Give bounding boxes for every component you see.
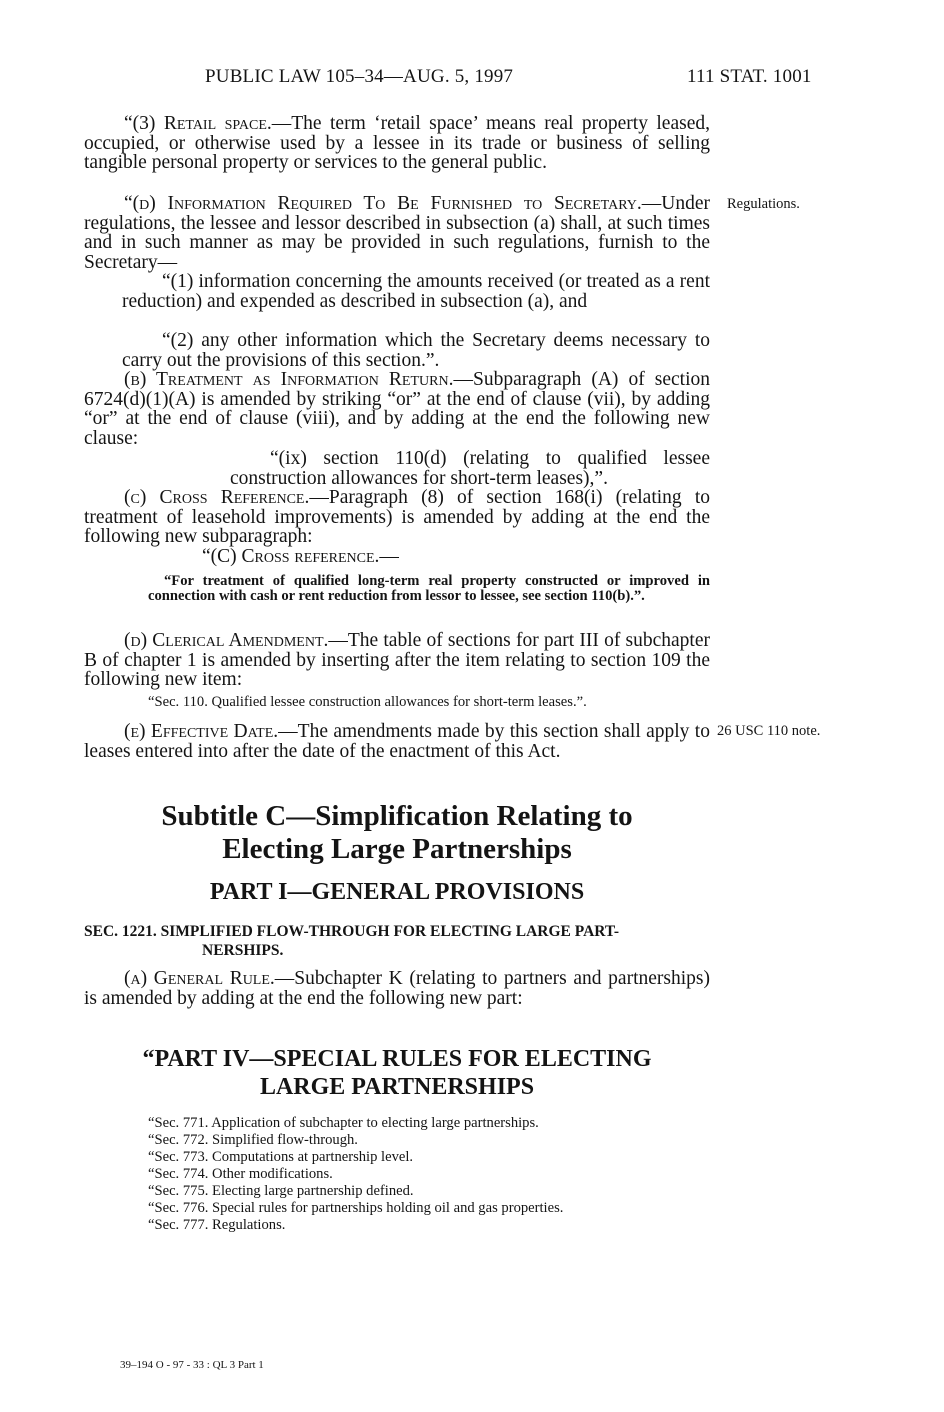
printing-code-footer: 39–194 O - 97 - 33 : QL 3 Part 1 (120, 1359, 264, 1371)
toc-item: “Sec. 777. Regulations. (148, 1217, 286, 1233)
toc-item: “Sec. 775. Electing large partnership defined. (148, 1183, 414, 1199)
toc-item: “Sec. 774. Other modifications. (148, 1166, 333, 1182)
toc-item: “Sec. 772. Simplified flow-through. (148, 1132, 358, 1148)
paragraph-text: —Under regulations, the lessee and lessor described in subsection (a) shall, at such times and in such manner as may be provided in such regulations, furnish to the Secretary— (84, 193, 710, 273)
paragraph-heading: (d) Clerical Amendment. (124, 630, 329, 651)
paragraph-retail-space (84, 114, 710, 173)
paragraph-text: —Subchapter K (relating to partners and partnerships) is amended by adding at the end the following new part: (84, 968, 710, 1009)
clause-1: “(1) information concerning the amounts received (or treated as a rent reduction) and expended as described in subsection (a), and (122, 271, 710, 312)
toc-item: “Sec. 771. Application of subchapter to electing large partnerships. (148, 1115, 539, 1131)
part-iv-heading (84, 1045, 710, 1101)
part-i-heading: PART I—GENERAL PROVISIONS (209, 879, 585, 905)
section-heading-line-2: NERSHIPS. (202, 942, 284, 959)
cross-reference-quote: “For treatment of qualified long-term real property constructed or improved in connection with cash or rent reduction from lessor to lessee, see section 110(b).”. (148, 573, 710, 604)
paragraph-text: —The table of sections for part III of subchapter B of chapter 1 is amended by inserting after the item relating to section 109 the following new item: (84, 630, 710, 691)
subtitle-heading (84, 800, 710, 866)
toc-item: “Sec. 773. Computations at partnership level. (148, 1149, 414, 1165)
paragraph-text: —The amendments made by this section shall apply to leases entered into after the date of the enactment of this Act. (84, 721, 710, 762)
subparagraph-c: “(C) Cross reference.— (202, 546, 399, 567)
paragraph-heading: “(3) Retail space. (124, 113, 272, 134)
margin-note-usc: 26 USC 110 note. (717, 723, 821, 739)
section-heading (84, 922, 710, 960)
subtitle-line-2: Electing Large Partnerships (222, 833, 572, 865)
part-iv-line-1: “PART IV—SPECIAL RULES FOR ELECTING (142, 1046, 652, 1072)
paragraph-effective-date (84, 722, 710, 761)
paragraph-heading: (e) Effective Date. (124, 721, 279, 742)
running-header-left: PUBLIC LAW 105–34—AUG. 5, 1997 (205, 66, 514, 87)
page-number: 111 STAT. 1001 (687, 66, 812, 87)
paragraph-heading: (c) Cross Reference. (124, 487, 310, 508)
part-iv-line-2: LARGE PARTNERSHIPS (259, 1074, 535, 1100)
paragraph-text: —Subparagraph (A) of section 6724(d)(1)(A) is amended by striking “or” at the end of clause (vii), by adding “or” at the end of clause (viii), and by adding at the end the following new clause: (84, 369, 710, 449)
paragraph-cross-reference (84, 488, 710, 547)
subtitle-line-1: Subtitle C—Simplification Relating to (161, 800, 633, 832)
paragraph-heading: (b) Treatment as Information Return. (124, 369, 454, 390)
clause-2: “(2) any other information which the Secretary deems necessary to carry out the provisions of this section.”. (122, 330, 710, 371)
toc-item: “Sec. 776. Special rules for partnerships holding oil and gas properties. (148, 1200, 564, 1216)
paragraph-heading: (a) General Rule. (124, 968, 275, 989)
new-clause-ix: “(ix) section 110(d) (relating to qualified lessee construction allowances for short-term leases),”. (230, 448, 710, 489)
table-of-sections-item: “Sec. 110. Qualified lessee construction allowances for short-term leases.”. (148, 694, 587, 710)
paragraph-information-required (84, 194, 710, 272)
part-iv-table-of-sections (148, 1115, 563, 1234)
paragraph-general-rule (84, 969, 710, 1008)
margin-note-regulations: Regulations. (727, 196, 800, 212)
paragraph-clerical-amendment (84, 631, 710, 690)
paragraph-text: —The term ‘retail space’ means real property leased, occupied, or otherwise used by a lessee in its trade or business of selling tangible personal property or services to the general public. (84, 113, 710, 174)
section-heading-line-1: SEC. 1221. SIMPLIFIED FLOW-THROUGH FOR ELECTING LARGE PART- (84, 923, 619, 940)
paragraph-heading: “(d) Information Required To Be Furnished to Secretary. (124, 193, 642, 214)
paragraph-text: —Paragraph (8) of section 168(i) (relating to treatment of leasehold improvements) is amended by adding at the end the following new subparagraph: (84, 487, 711, 548)
paragraph-treatment-information-return (84, 370, 710, 448)
